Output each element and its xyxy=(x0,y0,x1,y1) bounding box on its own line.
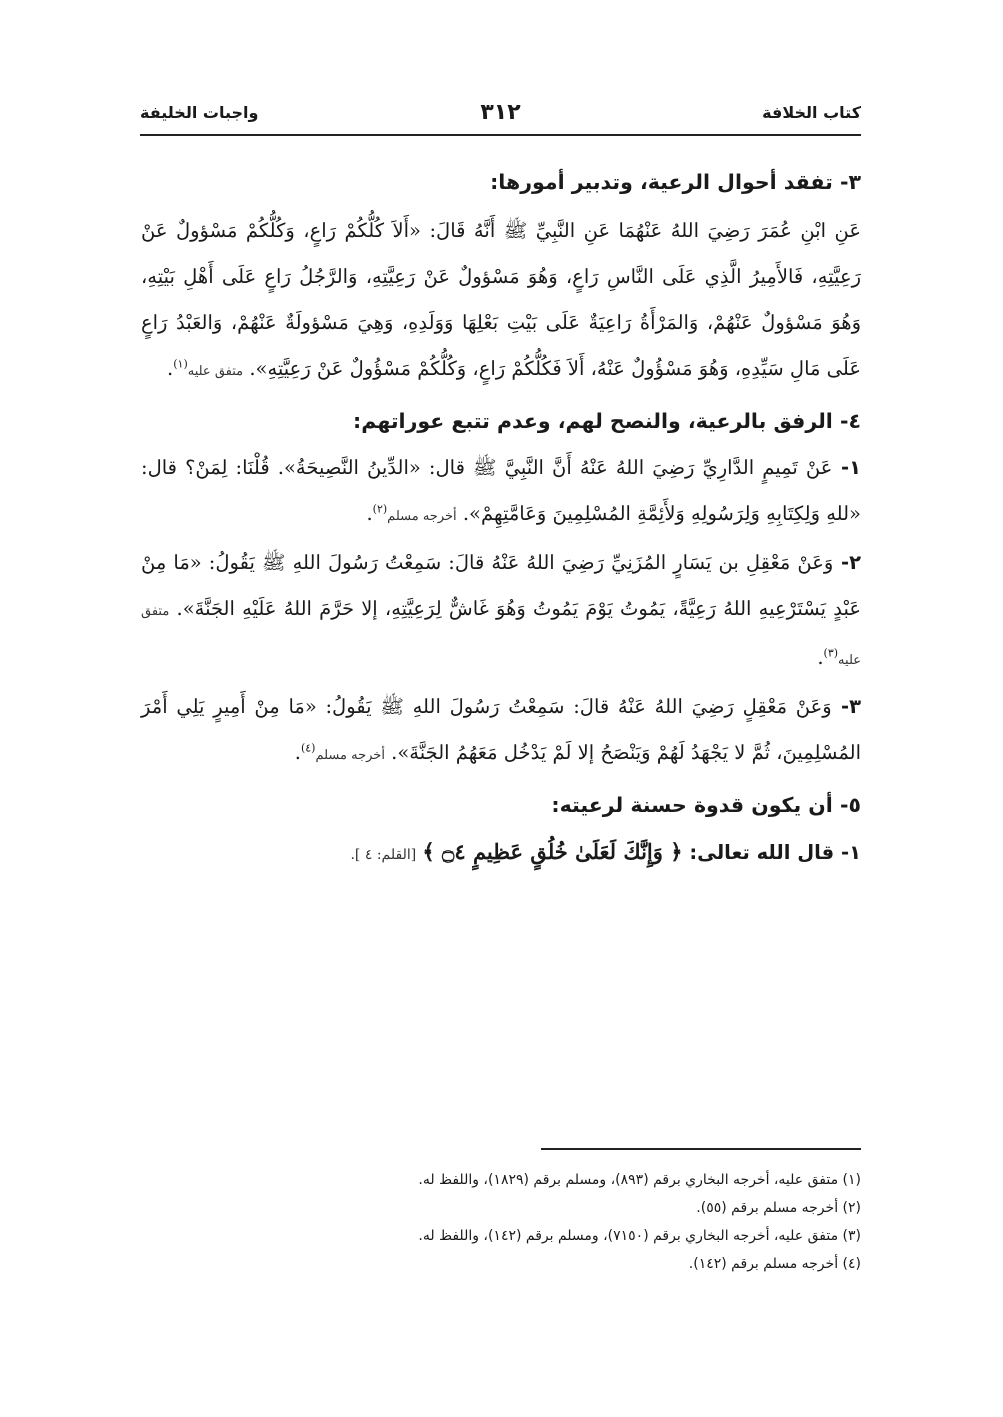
footnote-1: (١) متفق عليه، أخرجه البخاري برقم (٨٩٣)، ومسلم برقم (١٨٢٩)، واللفظ له. xyxy=(418,1172,861,1188)
sentence-end: . xyxy=(294,741,301,764)
footnote-4: (٤) أخرجه مسلم برقم (١٤٢). xyxy=(688,1256,861,1272)
header-divider xyxy=(140,134,861,136)
footnote-ref-3[interactable]: (٣) xyxy=(823,646,839,660)
item-number: ٢- xyxy=(833,551,861,574)
footnote-ref-1[interactable]: (١) xyxy=(173,357,188,371)
footnote-3: (٣) متفق عليه، أخرجه البخاري برقم (٧١٥٠)، ومسلم برقم (١٤٢)، واللفظ له. xyxy=(418,1228,861,1244)
verse-lead: قال الله تعالى: xyxy=(682,841,835,864)
section-5-heading: ٥- أن يكون قدوة حسنة لرعيته: xyxy=(551,793,861,817)
section-4-item-1 xyxy=(141,445,861,540)
footnotes xyxy=(141,1168,861,1280)
footnote-divider xyxy=(541,1148,861,1150)
item-number: ٣- xyxy=(831,695,862,718)
section-5-item-1 xyxy=(141,829,861,878)
section-4-heading: ٤- الرفق بالرعية، والنصح لهم، وعدم تتبع عوراتهم: xyxy=(353,409,861,433)
hadith-source: متفق عليه xyxy=(141,604,861,668)
page-header xyxy=(140,92,861,132)
section-3-heading: ٣- تفقد أحوال الرعية، وتدبير أمورها: xyxy=(490,170,861,194)
sentence-end: . xyxy=(817,646,824,669)
main-content xyxy=(141,160,861,878)
item-number: ١- xyxy=(834,841,861,864)
hadith-source: أخرجه مسلم xyxy=(387,509,457,524)
quran-verse: ﴿ وَإِنَّكَ لَعَلَىٰ خُلُقٍ عَظِيمٍ ۝٤ ﴾ xyxy=(422,839,683,864)
hadith-text: وَعَنْ مَعْقِلِ بن يَسَارٍ المُزَنِيِّ رَضِيَ اللهُ عَنْهُ قالَ: سَمِعْتُ رَسُولَ اللهِ ﷺ يَقُولُ: «مَا مِنْ عَبْدٍ يَسْتَرْعِيهِ اللهُ رَعِيَّةً، يَمُوتُ يَوْمَ يَمُوتُ وَهُوَ غَاشٌّ لِرَعِيَّتِهِ، إلا حَرَّمَ اللهُ عَلَيْهِ الجَنَّةَ». xyxy=(141,551,862,620)
hadith-text: وَعَنْ مَعْقِلٍ رَضِيَ اللهُ عَنْهُ قالَ: سَمِعْتُ رَسُولَ اللهِ ﷺ يَقُولُ: «مَا مِنْ أَمِيرٍ يَلِي أَمْرَ المُسْلِمِينَ، ثُمَّ لا يَجْهَدُ لَهُمْ وَيَنْصَحُ إلا لَمْ يَدْخُل مَعَهُمُ الجَنَّةَ». xyxy=(141,695,861,764)
verse-citation: [القلم: ٤ ]. xyxy=(350,847,417,863)
item-number: ١- xyxy=(832,456,861,479)
hadith-text: عَنْ تَمِيمٍ الدَّارِيِّ رَضِيَ اللهُ عَنْهُ أَنَّ النَّبِيَّ ﷺ قال: «الدِّينُ النَّصِيحَةُ». قُلْنَا: لِمَنْ؟ قال: «للهِ وَلِكِتَابِهِ وَلِرَسُولِهِ وَلأَئِمَّةِ المُسْلِمِينَ وَعَامَّتِهِمْ». xyxy=(141,456,861,525)
hadith-source: متفق عليه xyxy=(187,364,244,379)
hadith-text: عَنِ ابْنِ عُمَرَ رَضِيَ اللهُ عَنْهُمَا عَنِ النَّبِيِّ ﷺ أَنَّهُ قَالَ: «أَلاَ كُلُّكُمْ رَاعٍ، وَكُلُّكُمْ مَسْؤولٌ عَنْ رَعِيَّتِهِ، فَالأَمِيرُ الَّذِي عَلَى النَّاسِ رَاعٍ، وَهُوَ مَسْؤولٌ عَنْ رَعِيَّتِهِ، وَالرَّجُلُ رَاعٍ عَلَى أَهْلِ بَيْتِهِ، وَهُوَ مَسْؤولٌ عَنْهُمْ، وَالمَرْأَةُ رَاعِيَةٌ عَلَى بَيْتِ بَعْلِهَا وَوَلَدِهِ، وَهِيَ مَسْؤولَةٌ عَنْهُمْ، وَالعَبْدُ رَاعٍ عَلَى مَالِ سَيِّدِهِ، وَهُوَ مَسْؤُولٌ عَنْهُ، أَلاَ فَكُلُّكُمْ رَاعٍ، وَكُلُّكُمْ مَسْؤُولٌ عَنْ رَعِيَّتِهِ». xyxy=(141,219,861,380)
footnote-2: (٢) أخرجه مسلم برقم (٥٥). xyxy=(696,1200,861,1216)
section-3-hadith xyxy=(141,208,861,395)
section-4-item-2 xyxy=(141,540,861,684)
section-4-item-3 xyxy=(141,684,861,779)
hadith-source: أخرجه مسلم xyxy=(315,748,385,763)
footnote-ref-2[interactable]: (٢) xyxy=(372,502,388,516)
chapter-title: واجبات الخليفة xyxy=(140,102,259,122)
footnote-ref-4[interactable]: (٤) xyxy=(300,741,316,755)
sentence-end: . xyxy=(167,357,174,380)
page-number: ٣١٢ xyxy=(480,99,521,125)
book-title: كتاب الخلافة xyxy=(762,102,861,122)
sentence-end: . xyxy=(366,502,373,525)
